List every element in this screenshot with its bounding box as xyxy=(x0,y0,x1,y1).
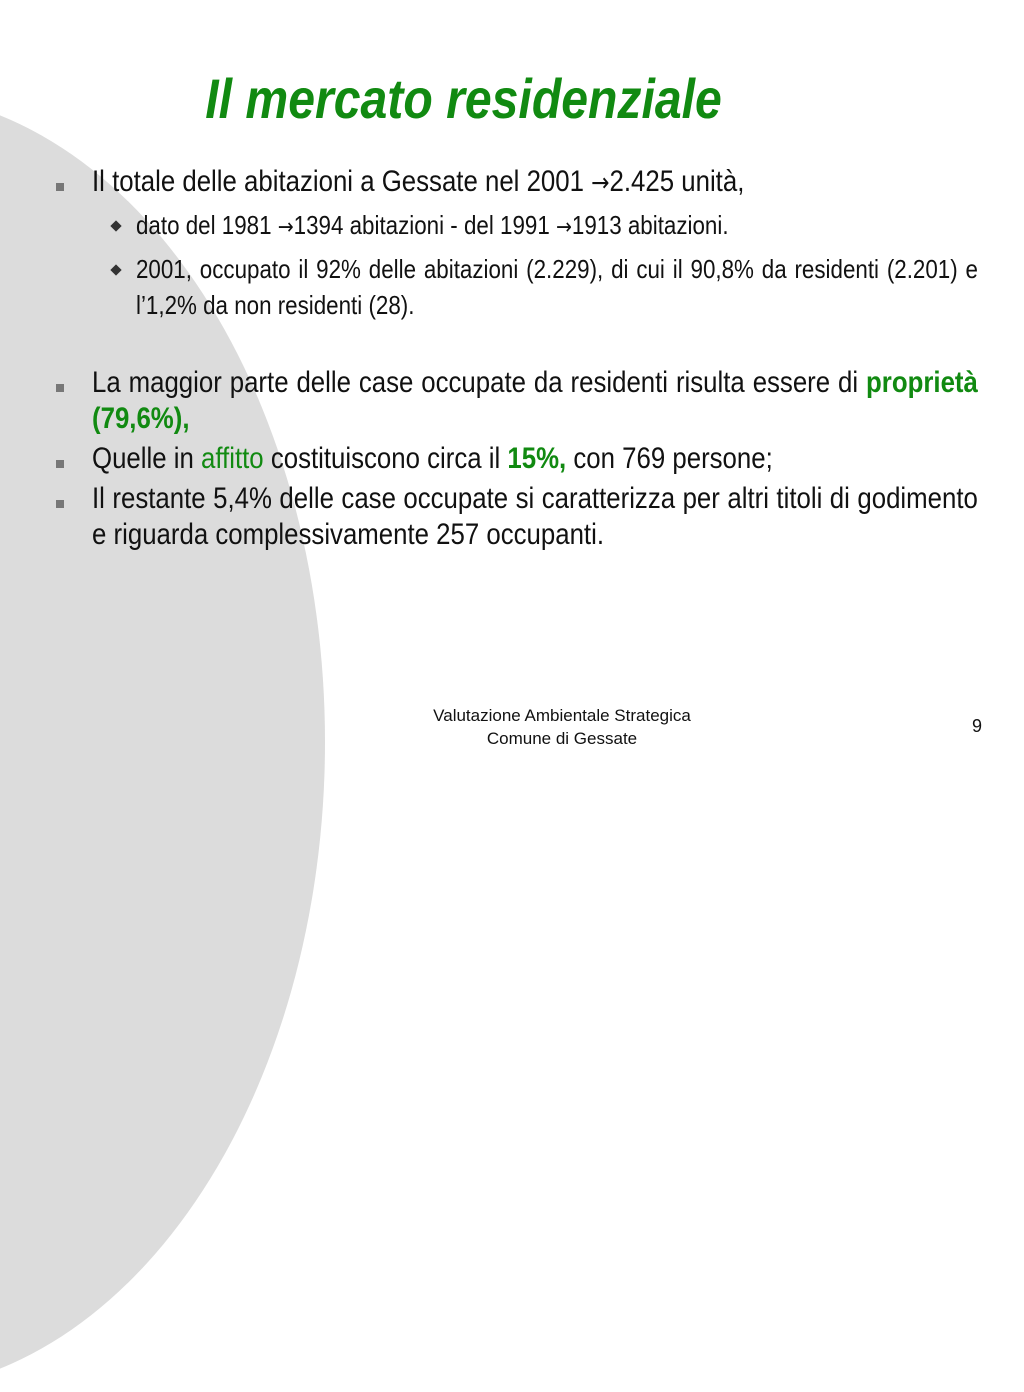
footer-line-2: Comune di Gessate xyxy=(486,729,638,748)
subbullet-text: 2001, occupato il 92% delle abitazioni (2.229), di cui il 90,8% da residenti (2.201) e l’1,2% da non residenti (28). xyxy=(136,254,978,320)
square-bullet-icon xyxy=(56,384,64,392)
square-bullet-icon xyxy=(56,183,64,191)
bullet-text: con 769 persone; xyxy=(566,442,773,475)
bullet-text: costituiscono circa il xyxy=(263,442,508,475)
subbullet-historical-data xyxy=(110,207,980,245)
bullet-text: Il totale delle abitazioni a Gessate nel 2001 xyxy=(92,165,592,198)
bullet-text: Quelle in xyxy=(92,442,202,475)
arrow-right-icon: → xyxy=(555,214,572,240)
bullet-total-dwellings xyxy=(52,164,980,201)
footer-line-1: Valutazione Ambientale Strategica xyxy=(433,706,691,725)
bullet-ownership xyxy=(52,365,980,437)
diamond-bullet-icon xyxy=(110,220,121,231)
page-number: 9 xyxy=(972,716,983,736)
bullet-text-value: 2.425 unità, xyxy=(609,165,745,198)
slide-body xyxy=(52,160,980,553)
bullet-other-titles xyxy=(52,481,980,553)
bullet-rental xyxy=(52,441,980,477)
arrow-right-icon: → xyxy=(591,168,610,198)
rental-highlight: affitto xyxy=(201,442,264,475)
rental-percentage-highlight: 15%, xyxy=(507,442,567,475)
subbullet-text: 1394 abitazioni - del 1991 xyxy=(293,210,556,240)
slide-title: Il mercato residenziale xyxy=(205,67,722,130)
square-bullet-icon xyxy=(56,460,64,468)
arrow-right-icon: → xyxy=(277,214,294,240)
bullet-text: La maggior parte delle case occupate da residenti risulta essere di xyxy=(92,366,867,399)
diamond-bullet-icon xyxy=(110,264,121,275)
subbullet-occupancy-2001 xyxy=(110,251,980,323)
square-bullet-icon xyxy=(56,500,64,508)
ownership-highlight: proprietà (79,6%), xyxy=(92,366,978,435)
subbullet-text: 1913 abitazioni. xyxy=(571,210,729,240)
subbullet-text: dato del 1981 xyxy=(136,210,278,240)
bullet-text: Il restante 5,4% delle case occupate si caratterizza per altri titoli di godimento e riguarda complessivamente 257 occupanti. xyxy=(92,482,978,551)
slide-footer xyxy=(402,704,722,750)
